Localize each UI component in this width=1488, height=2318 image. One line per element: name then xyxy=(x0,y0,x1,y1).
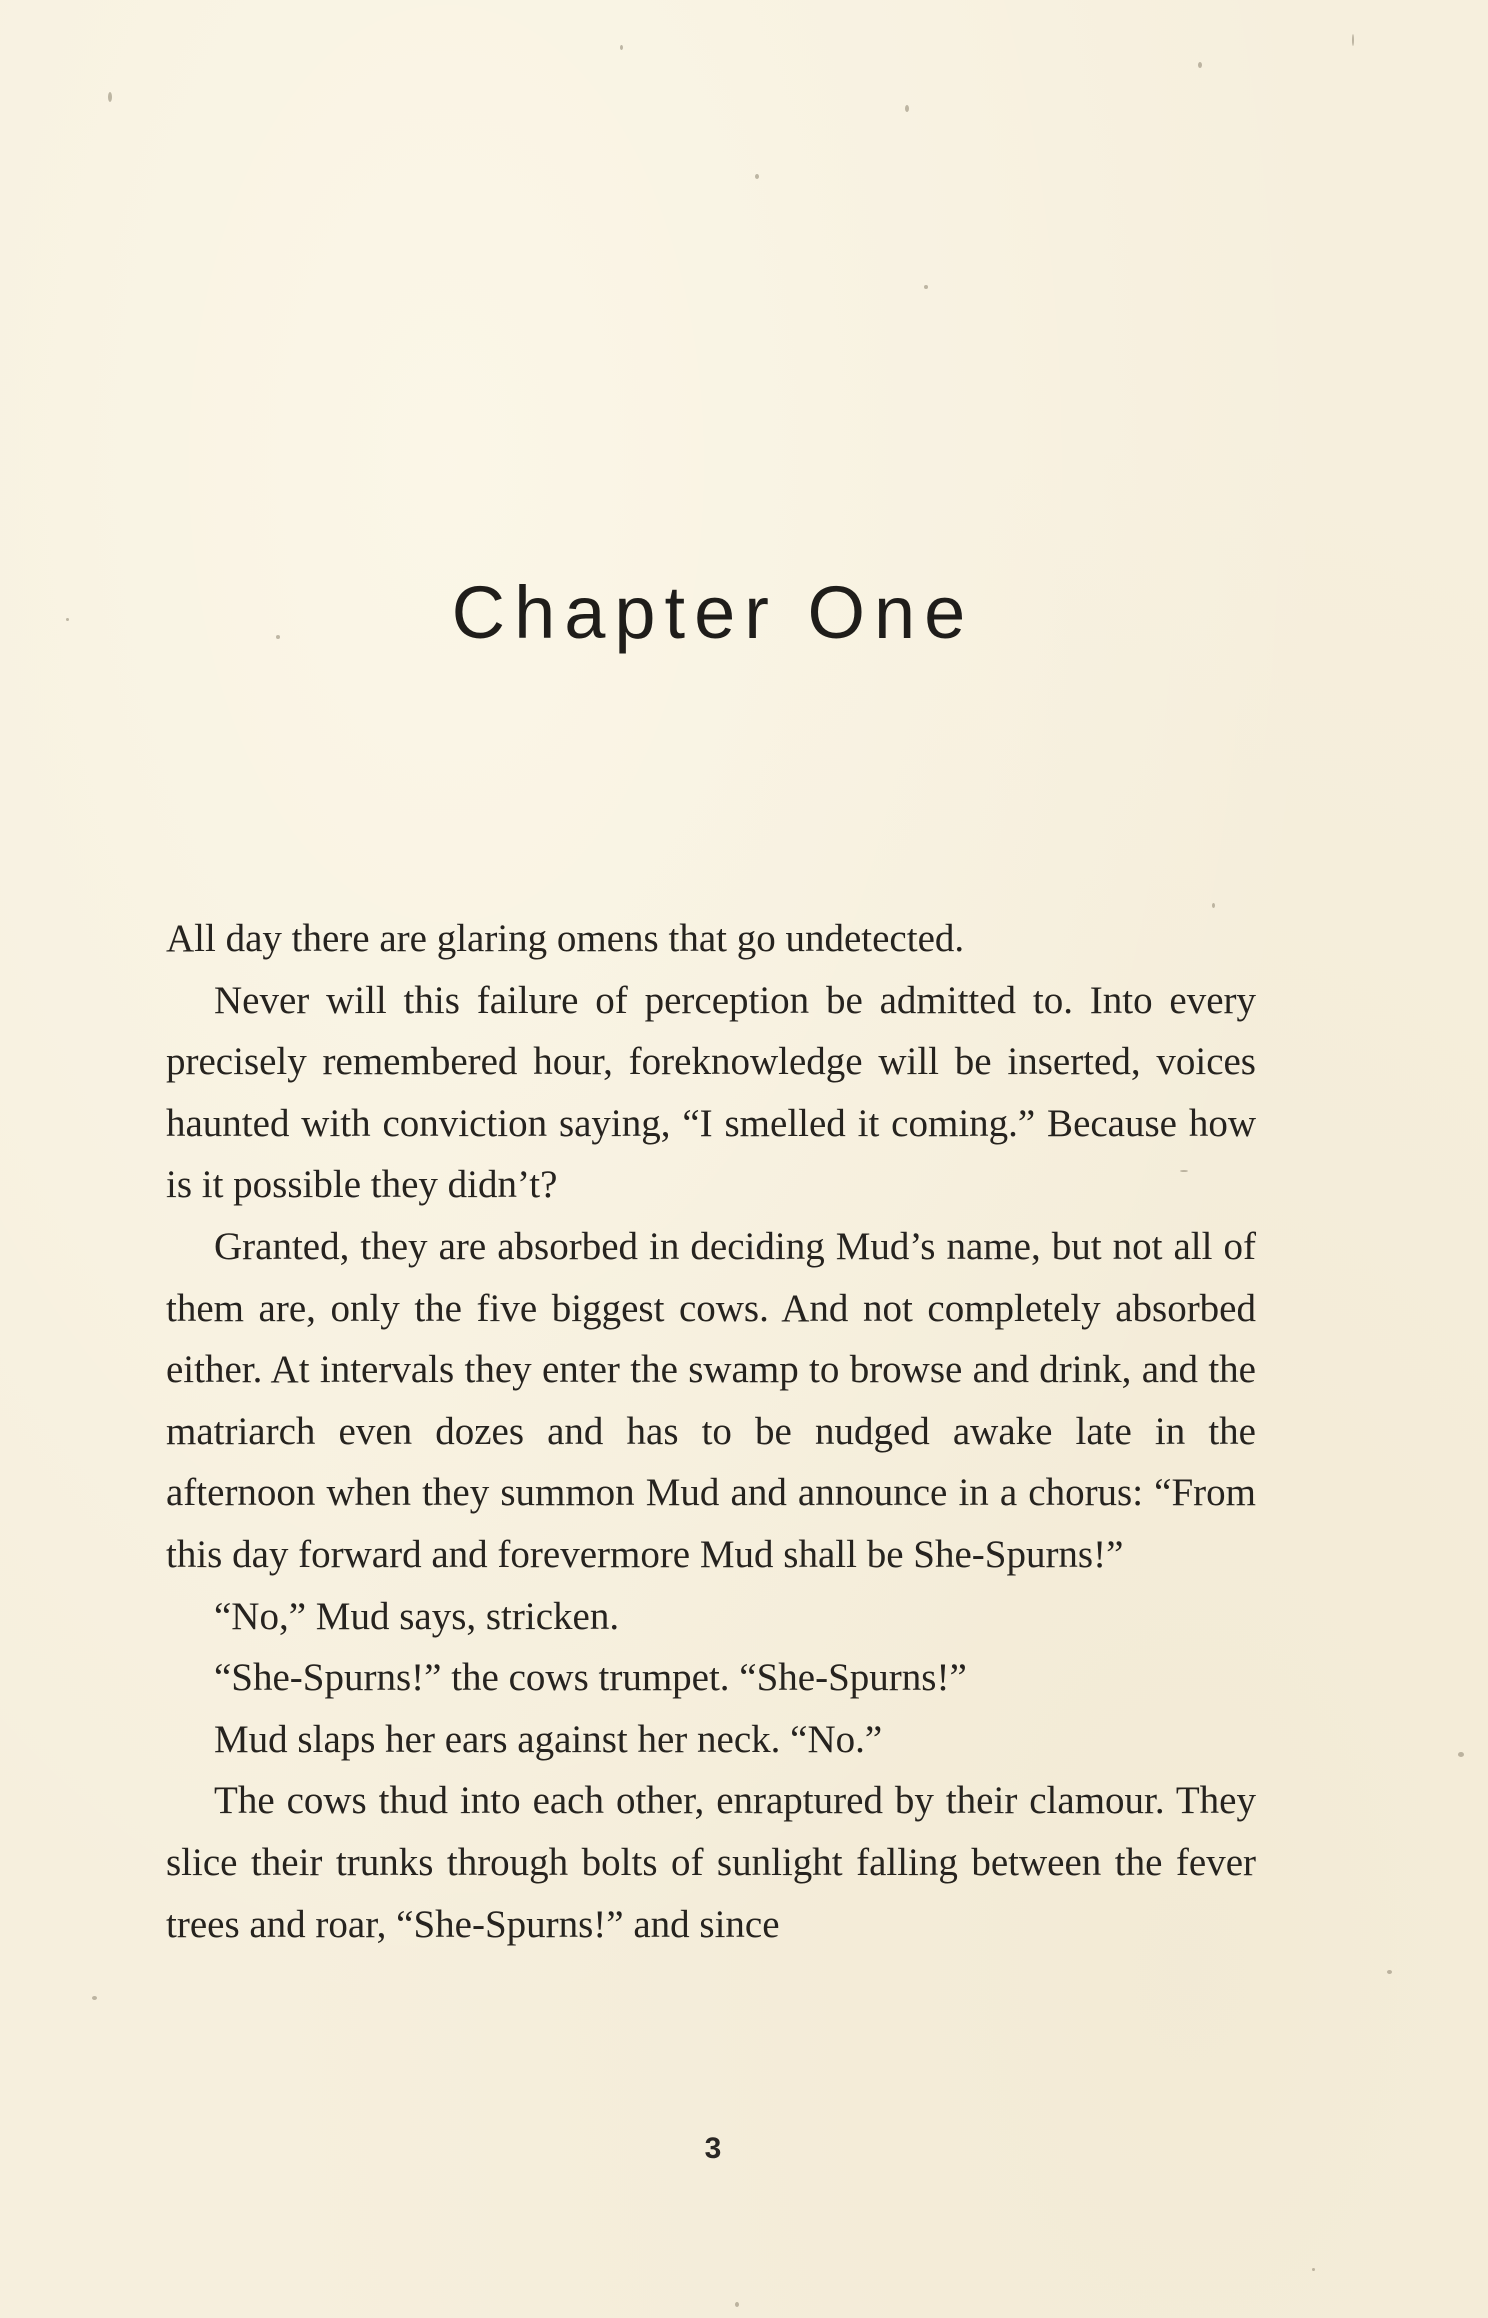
paper-speck xyxy=(755,174,759,179)
paper-speck xyxy=(1312,2268,1315,2271)
paragraph: The cows thud into each other, enraptured by their clamour. They slice their trunks through bolts of sunlight falling between the fever trees and roar, “She-Spurns!” and since xyxy=(166,1779,1256,1946)
paragraph: Granted, they are absorbed in deciding Mud’s name, but not all of them are, only the five biggest cows. And not completely absorbed either. At intervals they enter the swamp to browse and drink, and the matriarch even dozes and has to be nudged awake late in the afternoon when they summon Mud and announce in a chorus: “From this day forward and forevermore Mud shall be She-Spurns!” xyxy=(166,1224,1256,1576)
paper-speck xyxy=(108,92,112,102)
paragraph: “No,” Mud says, stricken. xyxy=(214,1594,620,1638)
paper-speck xyxy=(905,105,909,112)
page-number: 3 xyxy=(704,2132,722,2165)
paragraph: All day there are glaring omens that go undetected. xyxy=(166,917,965,960)
paper-speck xyxy=(1352,34,1354,46)
chapter-body xyxy=(166,908,1256,1955)
paper-speck xyxy=(620,45,623,50)
paragraph: Mud slaps her ears against her neck. “No.” xyxy=(214,1717,883,1761)
paper-speck xyxy=(924,285,928,289)
paragraph: “She-Spurns!” the cows trumpet. “She-Spurns!” xyxy=(214,1656,967,1700)
chapter-title: Chapter One xyxy=(451,571,975,654)
paper-speck xyxy=(735,2302,739,2307)
paragraph: Never will this failure of perception be admitted to. Into every precisely remembered hour, foreknowledge will be inserted, voices haunted with conviction saying, “I smelled it coming.” Because how is it possible they didn’t? xyxy=(166,978,1256,1207)
paper-speck xyxy=(1387,1970,1392,1974)
paper-speck xyxy=(92,1996,97,2000)
paper-speck xyxy=(1198,62,1202,68)
paper-speck xyxy=(1458,1752,1464,1757)
